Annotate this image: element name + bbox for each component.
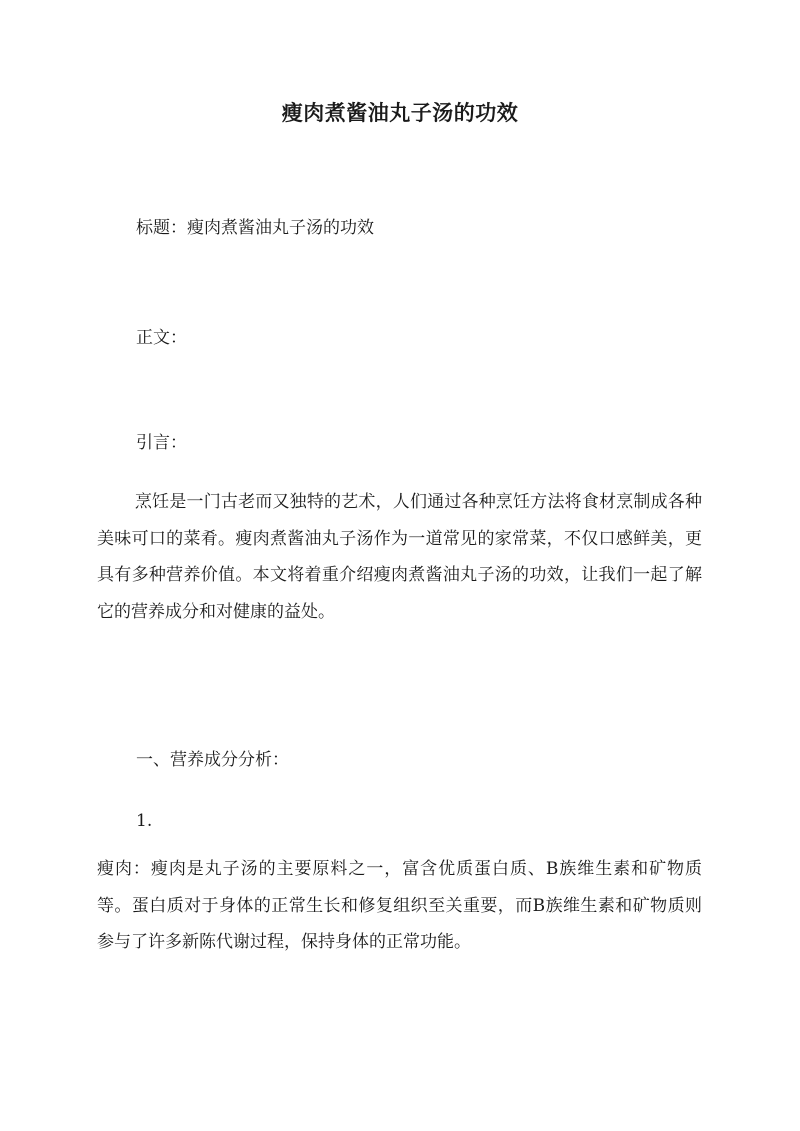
body-label: 正文： — [136, 328, 187, 348]
section1-heading: 一、营养成分分析： — [136, 750, 289, 770]
item1-paragraph: 瘦肉：瘦肉是丸子汤的主要原料之一，富含优质蛋白质、B族维生素和矿物质等。蛋白质对于身体的正常生长和修复组织至关重要，而B族维生素和矿物质则参与了许多新陈代谢过程，保持身体的正常功能。 — [97, 859, 702, 953]
intro-paragraph: 烹饪是一门古老而又独特的艺术，人们通过各种烹饪方法将食材烹制成各种美味可口的菜肴。瘦肉煮酱油丸子汤作为一道常见的家常菜，不仅口感鲜美，更具有多种营养价值。本文将着重介绍瘦肉煮酱油丸子汤的功效，让我们一起了解它的营养成分和对健康的益处。 — [97, 492, 702, 622]
item1-number: 1. — [136, 811, 153, 831]
intro-label: 引言： — [136, 433, 187, 453]
document-title: 瘦肉煮酱油丸子汤的功效 — [281, 100, 519, 125]
heading-line: 标题：瘦肉煮酱油丸子汤的功效 — [136, 218, 374, 238]
